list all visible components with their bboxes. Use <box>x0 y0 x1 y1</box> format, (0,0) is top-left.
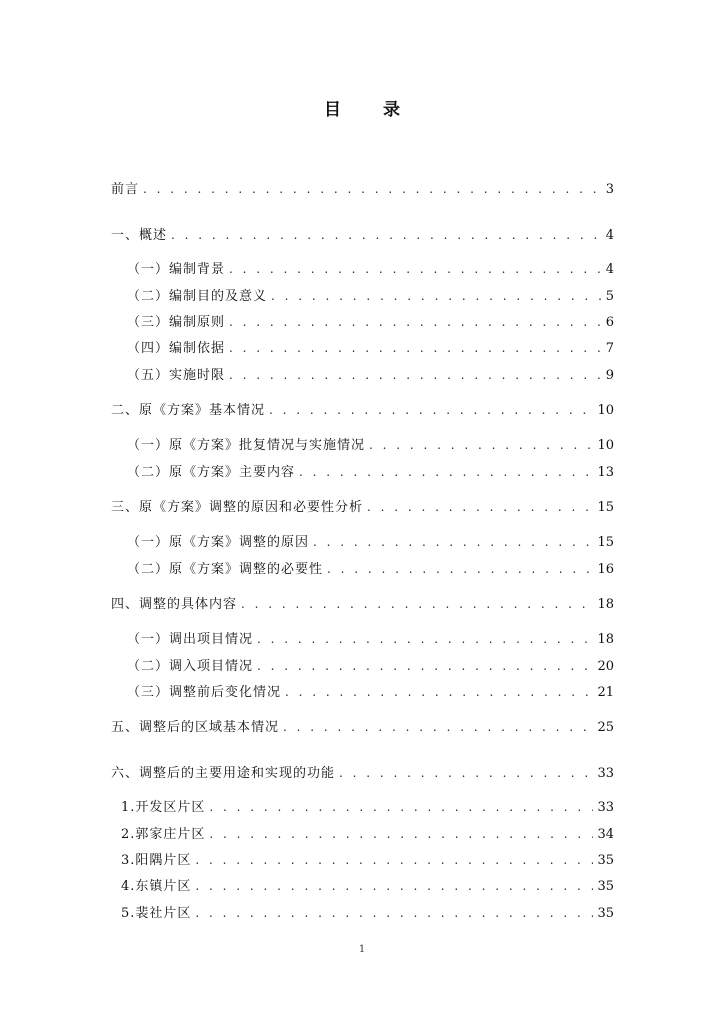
toc-entry-label: （一）编制背景 <box>127 262 226 277</box>
dot-leader <box>283 717 593 737</box>
toc-entry[interactable] <box>0 797 724 817</box>
toc-entry-label: 5.裴社片区 <box>121 906 192 921</box>
dot-leader <box>209 797 593 817</box>
dot-leader <box>313 532 593 552</box>
dot-leader <box>257 629 593 649</box>
toc-entry[interactable] <box>0 435 724 455</box>
toc-entry[interactable] <box>0 312 724 332</box>
toc-entry[interactable] <box>0 497 724 517</box>
toc-entry[interactable] <box>0 682 724 702</box>
page-number: 1 <box>358 944 366 955</box>
toc-entry[interactable] <box>0 594 724 614</box>
toc-entry-label: （二）调入项目情况 <box>127 659 254 674</box>
toc-entry-label: （五）实施时限 <box>127 368 226 383</box>
toc-entry[interactable] <box>0 225 724 245</box>
toc-entry-page: 25 <box>597 720 614 735</box>
dot-leader <box>195 850 593 870</box>
toc-entry-label: 一、概述 <box>111 228 168 243</box>
toc-entry-label: 3.阳隅片区 <box>121 853 192 868</box>
toc-entry[interactable] <box>0 338 724 358</box>
toc-entry[interactable] <box>0 850 724 870</box>
toc-entry[interactable] <box>0 876 724 896</box>
toc-entry-page: 21 <box>597 685 614 700</box>
toc-title: 目 录 <box>324 100 418 120</box>
dot-leader <box>229 365 602 385</box>
dot-leader <box>339 763 593 783</box>
dot-leader <box>171 225 602 245</box>
dot-leader <box>229 312 602 332</box>
dot-leader <box>269 400 593 420</box>
toc-entry[interactable] <box>0 763 724 783</box>
toc-entry-page: 9 <box>605 368 614 383</box>
toc-entry-page: 33 <box>597 766 614 781</box>
toc-entry-label: （一）调出项目情况 <box>127 632 254 647</box>
toc-entry-page: 4 <box>605 262 614 277</box>
toc-entry-page: 20 <box>597 659 614 674</box>
toc-entry-page: 34 <box>597 827 614 842</box>
dot-leader <box>229 338 602 358</box>
toc-entry[interactable] <box>0 532 724 552</box>
toc-entry[interactable] <box>0 629 724 649</box>
toc-entry[interactable] <box>0 462 724 482</box>
toc-entry-label: 1.开发区片区 <box>121 800 206 815</box>
toc-entry-page: 6 <box>605 315 614 330</box>
toc-entry-page: 10 <box>597 438 614 453</box>
toc-entry[interactable] <box>0 400 724 420</box>
toc-entry-page: 3 <box>605 182 614 197</box>
dot-leader <box>327 559 593 579</box>
toc-entry-label: （一）原《方案》批复情况与实施情况 <box>127 438 366 453</box>
toc-entry-label: 四、调整的具体内容 <box>111 597 238 612</box>
toc-entry-label: 二、原《方案》基本情况 <box>111 403 266 418</box>
toc-entry-label: （二）原《方案》主要内容 <box>127 465 296 480</box>
dot-leader <box>271 286 602 306</box>
dot-leader <box>257 656 593 676</box>
toc-entry[interactable] <box>0 824 724 844</box>
toc-entry-page: 35 <box>597 906 614 921</box>
dot-leader <box>143 179 602 199</box>
toc-entry[interactable] <box>0 179 724 199</box>
toc-entry[interactable] <box>0 286 724 306</box>
toc-entry-label: 前言 <box>111 182 140 197</box>
dot-leader <box>367 497 593 517</box>
toc-entry[interactable] <box>0 656 724 676</box>
toc-entry-page: 15 <box>597 535 614 550</box>
toc-entry-label: （二）编制目的及意义 <box>127 289 268 304</box>
dot-leader <box>241 594 593 614</box>
toc-entry-page: 13 <box>597 465 614 480</box>
toc-entry-page: 35 <box>597 879 614 894</box>
toc-entry-page: 18 <box>597 632 614 647</box>
dot-leader <box>209 824 593 844</box>
toc-entry[interactable] <box>0 717 724 737</box>
toc-entry-page: 4 <box>605 228 614 243</box>
toc-entry-page: 33 <box>597 800 614 815</box>
toc-entry-page: 7 <box>605 341 614 356</box>
toc-entry-label: （四）编制依据 <box>127 341 226 356</box>
dot-leader <box>369 435 593 455</box>
toc-entry[interactable] <box>0 259 724 279</box>
toc-entry-label: 4.东镇片区 <box>121 879 192 894</box>
toc-entry-page: 10 <box>597 403 614 418</box>
dot-leader <box>195 903 593 923</box>
toc-entry-page: 15 <box>597 500 614 515</box>
dot-leader <box>195 876 593 896</box>
toc-entry-label: 三、原《方案》调整的原因和必要性分析 <box>111 500 364 515</box>
toc-entry-page: 35 <box>597 853 614 868</box>
toc-entry-page: 18 <box>597 597 614 612</box>
dot-leader <box>229 259 602 279</box>
toc-entry[interactable] <box>0 559 724 579</box>
toc-entry-label: （三）调整前后变化情况 <box>127 685 282 700</box>
toc-entry-label: 六、调整后的主要用途和实现的功能 <box>111 766 336 781</box>
toc-entry-label: （一）原《方案》调整的原因 <box>127 535 310 550</box>
toc-entry[interactable] <box>0 365 724 385</box>
toc-entry-label: 五、调整后的区域基本情况 <box>111 720 280 735</box>
toc-entry-label: （三）编制原则 <box>127 315 226 330</box>
toc-entry-page: 16 <box>597 562 614 577</box>
dot-leader <box>299 462 593 482</box>
toc-entry[interactable] <box>0 903 724 923</box>
toc-entry-page: 5 <box>605 289 614 304</box>
dot-leader <box>285 682 593 702</box>
toc-entry-label: （二）原《方案》调整的必要性 <box>127 562 324 577</box>
toc-entry-label: 2.郭家庄片区 <box>121 827 206 842</box>
